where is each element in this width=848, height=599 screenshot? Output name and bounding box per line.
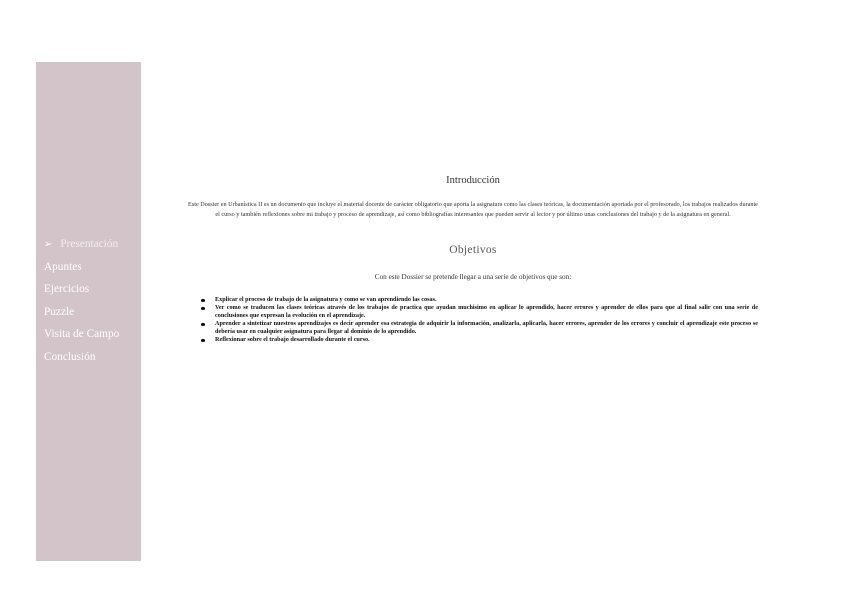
sidebar-item-label: Puzzle xyxy=(44,305,75,318)
arrow-icon: ➢ xyxy=(44,238,53,250)
objectives-list xyxy=(201,296,758,344)
intro-paragraph: Este Dossier en Urbanística II es un documento que incluye el material docente de carácter obligatorio que aporta la asignatura como las clases teóricas, la documentación aportada por el profesorado, los trabajos realizados durante el curso y también reflexiones sobre mi trabajo y proceso de aprendizaje, así como bibliografías interesantes que pueden servir al lector y por último unas conclusiones del trabajo y de la asignatura en general. xyxy=(188,201,758,218)
sidebar-item-ejercicios[interactable] xyxy=(44,278,119,301)
sidebar-item-puzzle[interactable] xyxy=(44,301,119,324)
sidebar xyxy=(36,62,141,561)
list-item xyxy=(201,296,758,304)
sidebar-item-label: Apuntes xyxy=(44,260,82,273)
objective-text: Aprender a sintetizar nuestros aprendizajes es decir aprender esa estrategia de adquirir la información, analizarla, aplicarla, hacer errores, aprender de los errores y concluir el aprendizaje este proceso se debería usar en cualquier asignatura para llegar al dominio de lo aprendido. xyxy=(215,320,758,335)
list-item xyxy=(201,336,758,344)
sidebar-item-label: Ejercicios xyxy=(44,283,90,296)
bullet-icon xyxy=(201,299,205,303)
bullet-icon xyxy=(201,323,205,327)
objective-text: Ver como se traducen las clases teóricas através de los trabajos de practica que ayudan muchisimo en aplicar lo aprendido, hacer errores y aprender de ellos para que al final salir con una serie de conclusiones que expresan la evolución en el aprendizaje. xyxy=(215,304,758,319)
list-item xyxy=(201,304,758,320)
sidebar-item-conclusion[interactable] xyxy=(44,346,119,369)
objective-text: Explicar el proceso de trabajo de la asignatura y como se van aprendiendo las cosas. xyxy=(215,296,437,303)
objectives-heading: Objetivos xyxy=(449,244,497,256)
sidebar-item-label: Visita de Campo xyxy=(44,328,120,341)
sidebar-nav xyxy=(44,233,119,368)
sidebar-item-label: Presentación xyxy=(60,238,119,251)
objective-text: Reflexionar sobre el trabajo desarrollado durante el curso. xyxy=(215,336,370,343)
list-item xyxy=(201,320,758,336)
intro-heading: Introducción xyxy=(446,175,500,186)
sidebar-item-presentacion[interactable] xyxy=(44,233,119,256)
objectives-intro: Con este Dossier se pretende llegar a una serie de objetivos que son: xyxy=(374,273,572,281)
sidebar-item-label: Conclusión xyxy=(44,350,96,363)
bullet-icon xyxy=(201,339,205,343)
sidebar-item-apuntes[interactable] xyxy=(44,256,119,279)
bullet-icon xyxy=(201,307,205,311)
sidebar-item-visita-de-campo[interactable] xyxy=(44,323,119,346)
